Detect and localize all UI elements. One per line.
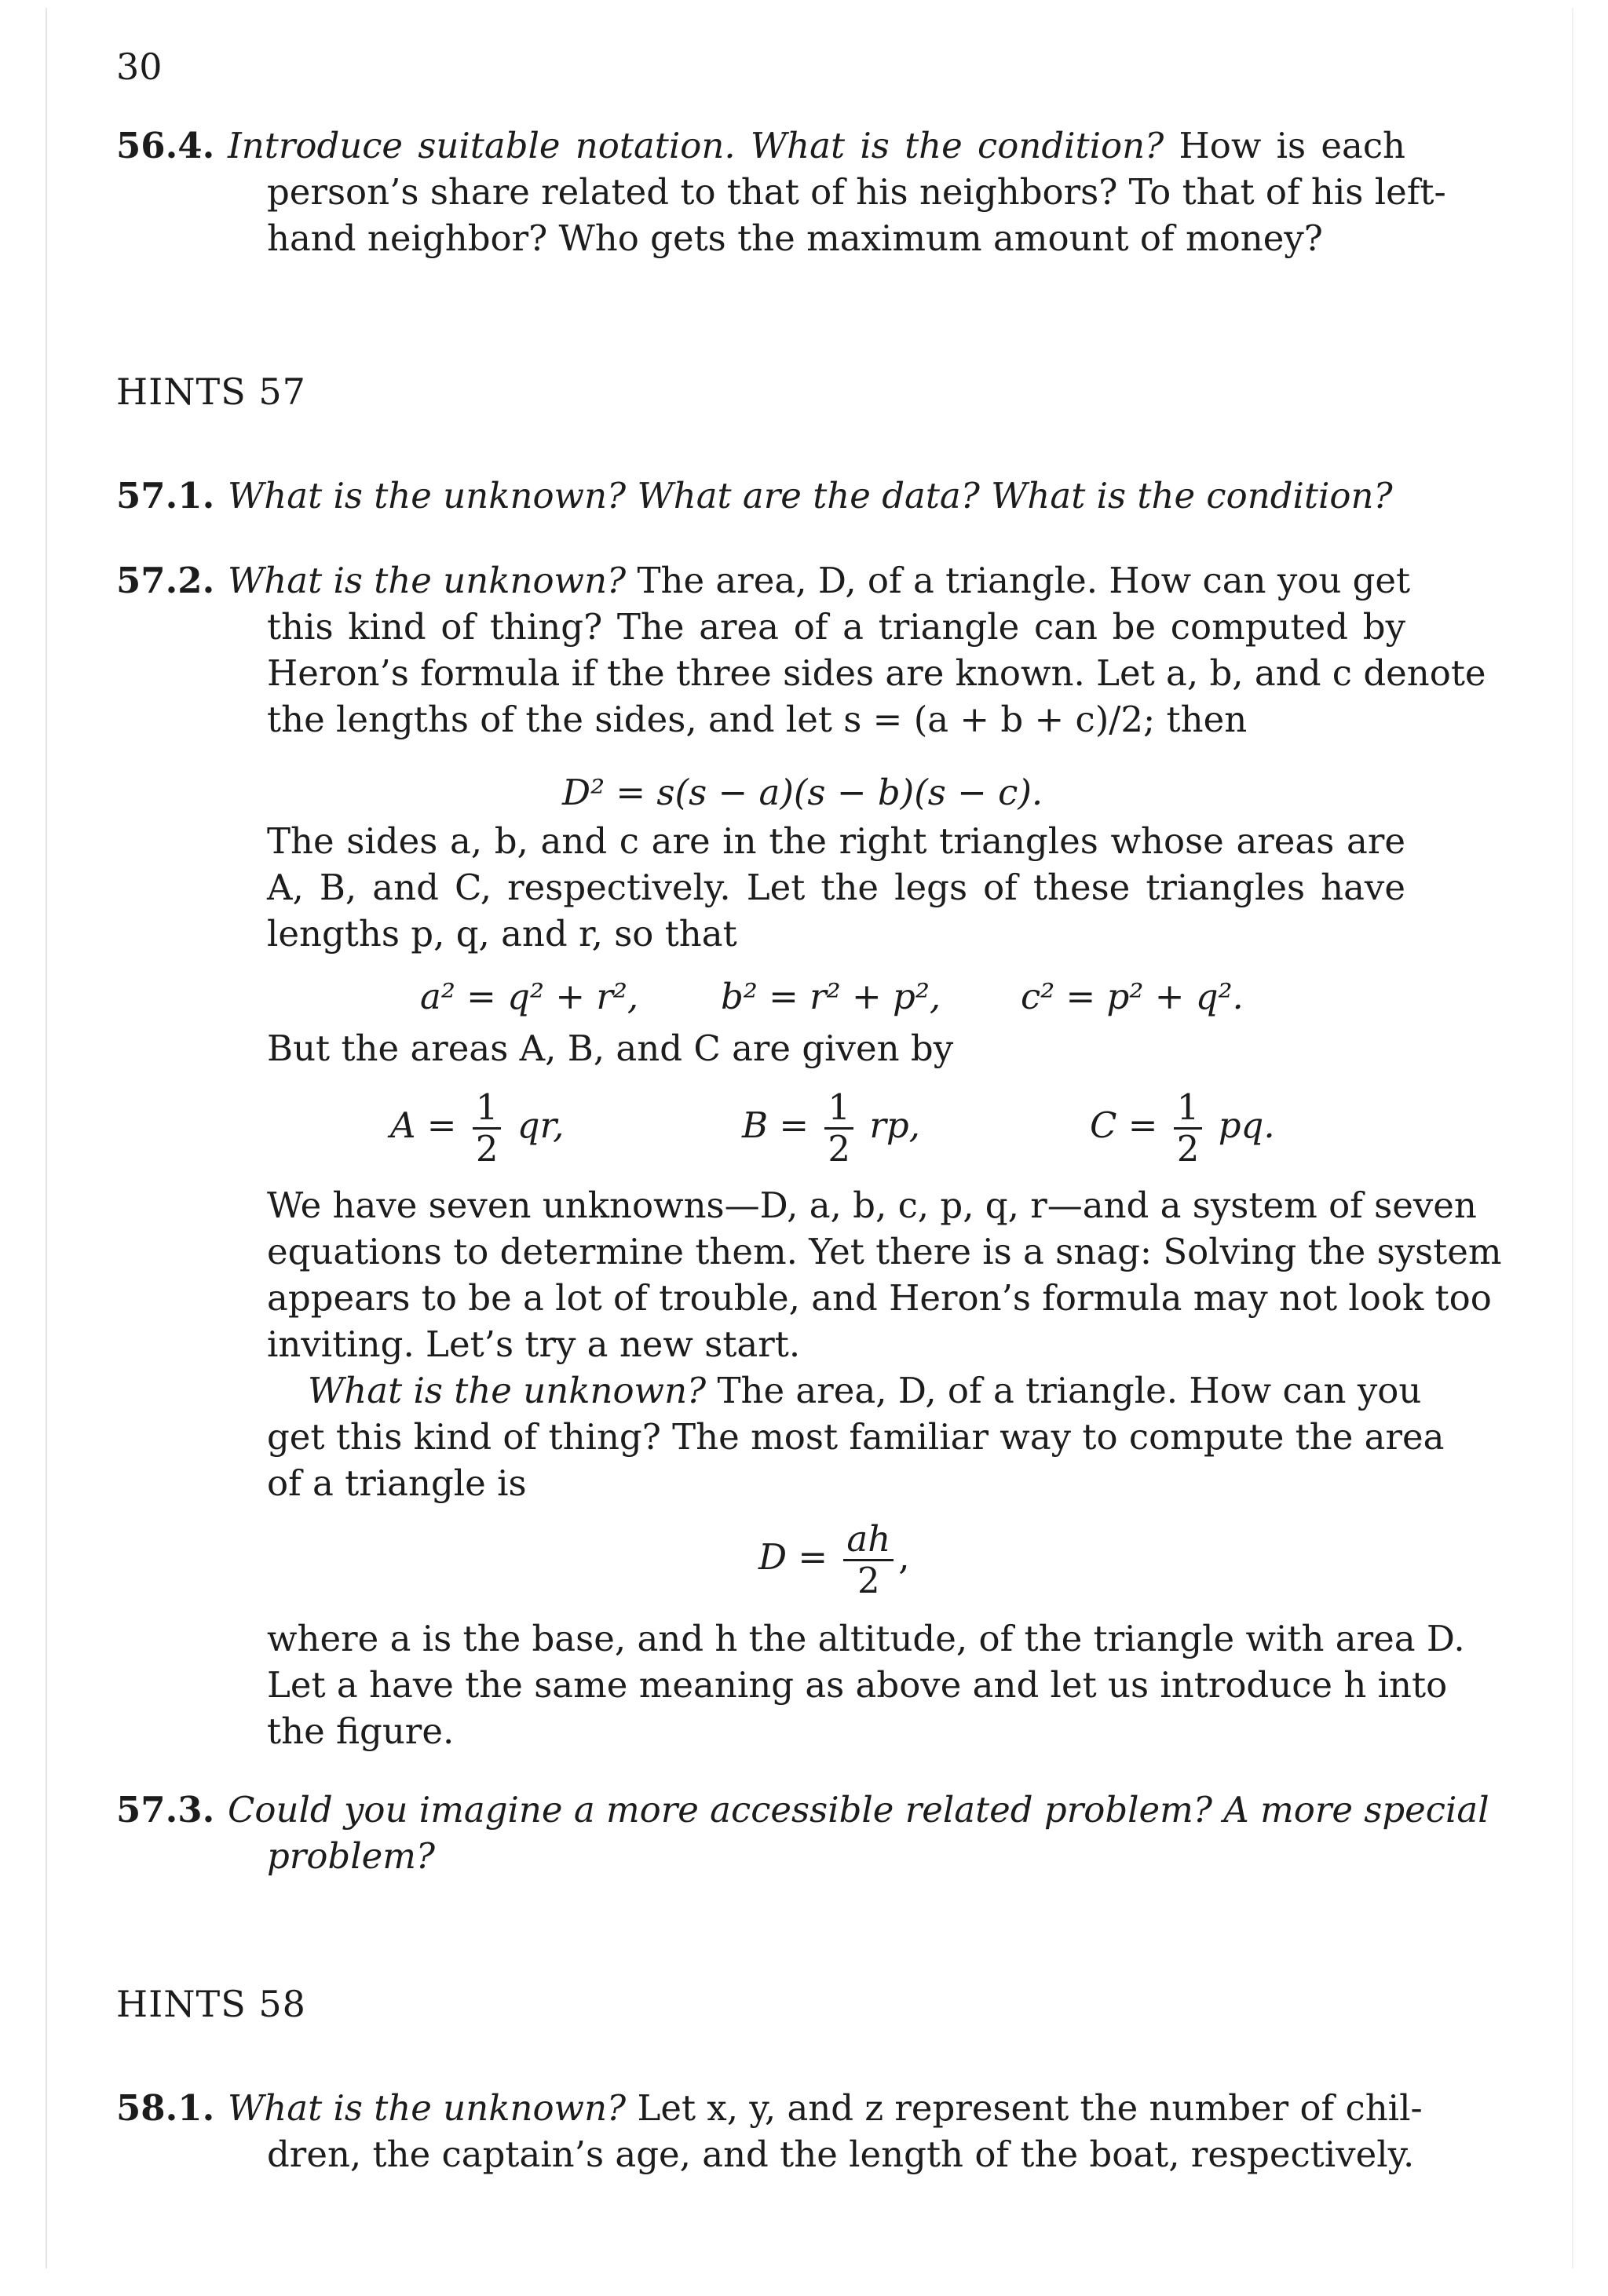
- area-B-rhs: rp,: [869, 1104, 920, 1146]
- hint-56-4-line-1: [228, 122, 1405, 169]
- area-B-lhs: B =: [742, 1104, 809, 1146]
- hint-57-2-line-8: But the areas A, B, and C are given by: [267, 1028, 954, 1069]
- hint-56-4-line-3: hand neighbor? Who gets the maximum amount of money?: [267, 217, 1323, 259]
- equation-b-squared: b² = r² + p²,: [721, 976, 941, 1017]
- hint-56-4-line-2: person’s share related to that of his neighbors? To that of his left-: [267, 171, 1446, 213]
- half-numerator: 1: [824, 1088, 853, 1130]
- hint-56-4-question: Introduce suitable notation. What is the condition?: [228, 125, 1164, 166]
- hint-57-2-line-14: get this kind of thing? The most familiar way to compute the area: [267, 1416, 1445, 1458]
- hint-57-2-line-11: appears to be a lot of trouble, and Heron’s formula may not look too: [267, 1277, 1492, 1319]
- hint-57-2-line-7: lengths p, q, and r, so that: [267, 913, 737, 955]
- hint-57-2-para-4-first: [308, 1367, 1422, 1414]
- hint-57-2-para-4: [267, 1414, 1445, 1506]
- fraction-one-half-B: [824, 1088, 853, 1169]
- area-A-rhs: qr,: [517, 1104, 565, 1146]
- hint-number-57-2: 57.2.: [116, 560, 215, 601]
- hint-number-57-3: 57.3.: [116, 1789, 215, 1831]
- hint-57-2-line-6: A, B, and C, respectively. Let the legs of these triangles have: [267, 867, 1405, 908]
- half-numerator: 1: [473, 1088, 502, 1130]
- hint-57-2-line-1: [228, 557, 1411, 604]
- formula-numerator: ah: [843, 1520, 894, 1561]
- area-A-lhs: A =: [390, 1104, 457, 1146]
- hint-57-2-para-2: [267, 818, 1405, 957]
- hint-57-2-line-18: the figure.: [267, 1710, 455, 1752]
- fraction-one-half-C: [1174, 1088, 1203, 1169]
- hint-58-1-line-1: [228, 2085, 1423, 2131]
- hint-57-2-line-17: Let a have the same meaning as above and let us introduce h into: [267, 1664, 1448, 1706]
- hint-57-2-para-3: [267, 1182, 1502, 1367]
- fraction-one-half-A: [473, 1088, 502, 1169]
- hint-57-2-para-5: [267, 1615, 1465, 1754]
- hint-57-2-line-13: [308, 1367, 1422, 1414]
- equation-c-squared: c² = p² + q².: [1021, 976, 1244, 1017]
- hint-58-1-line-2: dren, the captain’s age, and the length of the boat, respectively.: [267, 2134, 1415, 2175]
- hint-57-3-line-2: problem?: [267, 1835, 436, 1877]
- half-denominator: 2: [828, 1128, 851, 1170]
- hint-58-1-question: What is the unknown?: [228, 2087, 627, 2129]
- hint-57-2-line-1-rest: The area, D, of a triangle. How can you get: [637, 560, 1411, 601]
- hint-58-1-line-1-rest: Let x, y, and z represent the number of chil-: [637, 2087, 1423, 2129]
- hint-57-2-line-5: The sides a, b, and c are in the right triangles whose areas are: [267, 820, 1405, 862]
- hint-57-2-line-4: the lengths of the sides, and let s = (a + b + c)/2; then: [267, 699, 1248, 740]
- hint-57-2-first: [228, 557, 1411, 604]
- formula-denominator: 2: [857, 1560, 880, 1601]
- hint-57-2-line-9: We have seven unknowns—D, a, b, c, p, q, r—and a system of seven: [267, 1185, 1477, 1226]
- heron-formula: D² = s(s − a)(s − b)(s − c).: [562, 772, 1043, 813]
- area-C-rhs: pq.: [1218, 1104, 1275, 1146]
- page-number: 30: [116, 46, 163, 88]
- hint-58-1-cont: [267, 2131, 1415, 2177]
- area-equation-C: [1090, 1088, 1275, 1169]
- hint-57-2-line-12: inviting. Let’s try a new start.: [267, 1323, 801, 1365]
- hint-57-2-question-1: What is the unknown?: [228, 560, 627, 601]
- half-denominator: 2: [1176, 1128, 1200, 1170]
- section-heading-hints-58: HINTS 58: [116, 1983, 306, 2025]
- hint-57-3-first: [228, 1787, 1489, 1833]
- hint-number-57-1: 57.1.: [116, 475, 215, 517]
- hint-57-2-line-16: where a is the base, and h the altitude, of the triangle with area D.: [267, 1618, 1465, 1659]
- section-heading-hints-57: HINTS 57: [116, 370, 306, 413]
- hint-56-4-cont: [267, 169, 1446, 261]
- half-numerator: 1: [1174, 1088, 1203, 1130]
- area-formula-lhs: D =: [758, 1536, 828, 1578]
- hint-number-58-1: 58.1.: [116, 2087, 215, 2129]
- hint-57-3-line-1: Could you imagine a more accessible related problem? A more special: [228, 1789, 1489, 1831]
- hint-57-2-line-13-rest: The area, D, of a triangle. How can you: [717, 1370, 1422, 1411]
- fraction-ah-over-2: [843, 1520, 894, 1601]
- hint-57-2-line-3: Heron’s formula if the three sides are known. Let a, b, and c denote: [267, 652, 1486, 694]
- half-denominator: 2: [475, 1128, 499, 1170]
- hint-57-2-question-2: What is the unknown?: [308, 1370, 707, 1411]
- area-equation-A: [390, 1088, 564, 1169]
- equation-a-squared: a² = q² + r²,: [420, 976, 639, 1017]
- hint-56-4: [228, 122, 1405, 169]
- hint-57-2-line-15: of a triangle is: [267, 1462, 527, 1504]
- hint-56-4-line-1-rest: How is each: [1179, 125, 1406, 166]
- area-equation-B: [742, 1088, 920, 1169]
- scan-edge-left: [46, 8, 47, 2269]
- hint-58-1-first: [228, 2085, 1423, 2131]
- scan-edge-right: [1572, 8, 1573, 2269]
- area-C-lhs: C =: [1090, 1104, 1158, 1146]
- hint-57-2-line-2: this kind of thing? The area of a triangle can be computed by: [267, 606, 1405, 648]
- hint-57-1-text: What is the unknown? What are the data? What is the condition?: [228, 475, 1393, 517]
- area-formula: [758, 1520, 910, 1601]
- hint-number-56-4: 56.4.: [116, 125, 215, 166]
- hint-57-2-para-1: [267, 604, 1486, 743]
- formula-comma: ,: [898, 1536, 910, 1578]
- hint-57-2-line-10: equations to determine them. Yet there is a snag: Solving the system: [267, 1231, 1502, 1272]
